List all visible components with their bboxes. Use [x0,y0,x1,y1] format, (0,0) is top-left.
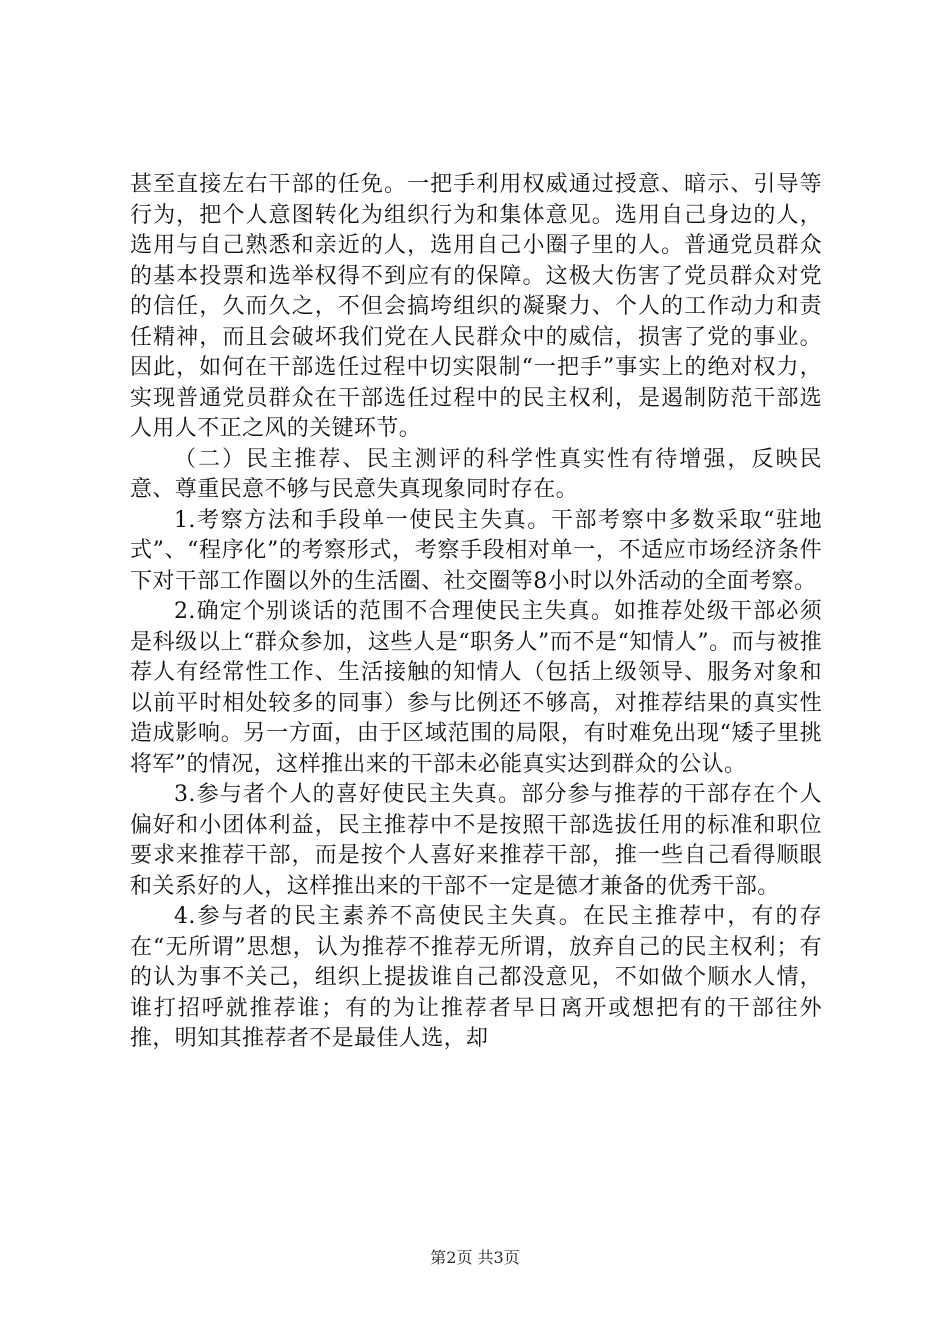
paragraph: 3.参与者个人的喜好使民主失真。部分参与推荐的干部存在个人偏好和小团体利益，民主推荐中不是按照干部选拔任用的标准和职位要求来推荐干部，而是按个人喜好来推荐干部，推一些自己看得顺眼和关系好的人，这样推出来的干部不一定是德才兼备的优秀干部。 [130,782,822,899]
paragraph-heading: （二）民主推荐、民主测评的科学性真实性有待增强，反映民意、尊重民意不够与民意失真现象同时存在。 [130,446,822,502]
paragraph: 2.确定个别谈话的范围不合理使民主失真。如推荐处级干部必须是科级以上“群众参加，这些人是“职务人”而不是“知情人”。而与被推荐人有经常性工作、生活接触的知情人（包括上级领导、服务对象和以前平时相处较多的同事）参与比例还不够高，对推荐结果的真实性造成影响。另一方面，由于区域范围的局限，有时难免出现“矮子里挑将军”的情况，这样推出来的干部未必能真实达到群众的公认。 [130,599,822,777]
paragraph: 4.参与者的民主素养不高使民主失真。在民主推荐中，有的存在“无所谓”思想，认为推荐不推荐无所谓，放弃自己的民主权利；有的认为事不关己，组织上提拔谁自己都没意见，不如做个顺水人情，谁打招呼就推荐谁；有的为让推荐者早日离开或想把有的干部往外推，明知其推荐者不是最佳人选，却 [130,904,822,1051]
document-body [130,170,822,1055]
page-number-footer: 第2页 共3页 [430,1248,520,1267]
paragraph: 甚至直接左右干部的任免。一把手利用权威通过授意、暗示、引导等行为，把个人意图转化为组织行为和集体意见。选用自己身边的人，选用与自己熟悉和亲近的人，选用自己小圈子里的人。普通党员群众的基本投票和选举权得不到应有的保障。这极大伤害了党员群众对党的信任，久而久之，不但会搞垮组织的凝聚力、个人的工作动力和责任精神，而且会破坏我们党在人民群众中的威信，损害了党的事业。因此，如何在干部选任过程中切实限制“一把手”事实上的绝对权力，实现普通党员群众在干部选任过程中的民主权利，是遏制防范干部选人用人不正之风的关键环节。 [130,172,822,441]
paragraph: 1.考察方法和手段单一使民主失真。干部考察中多数采取“驻地式”、“程序化”的考察形式，考察手段相对单一，不适应市场经济条件下对干部工作圈以外的生活圈、社交圈等8小时以外活动的全面考察。 [130,507,822,594]
